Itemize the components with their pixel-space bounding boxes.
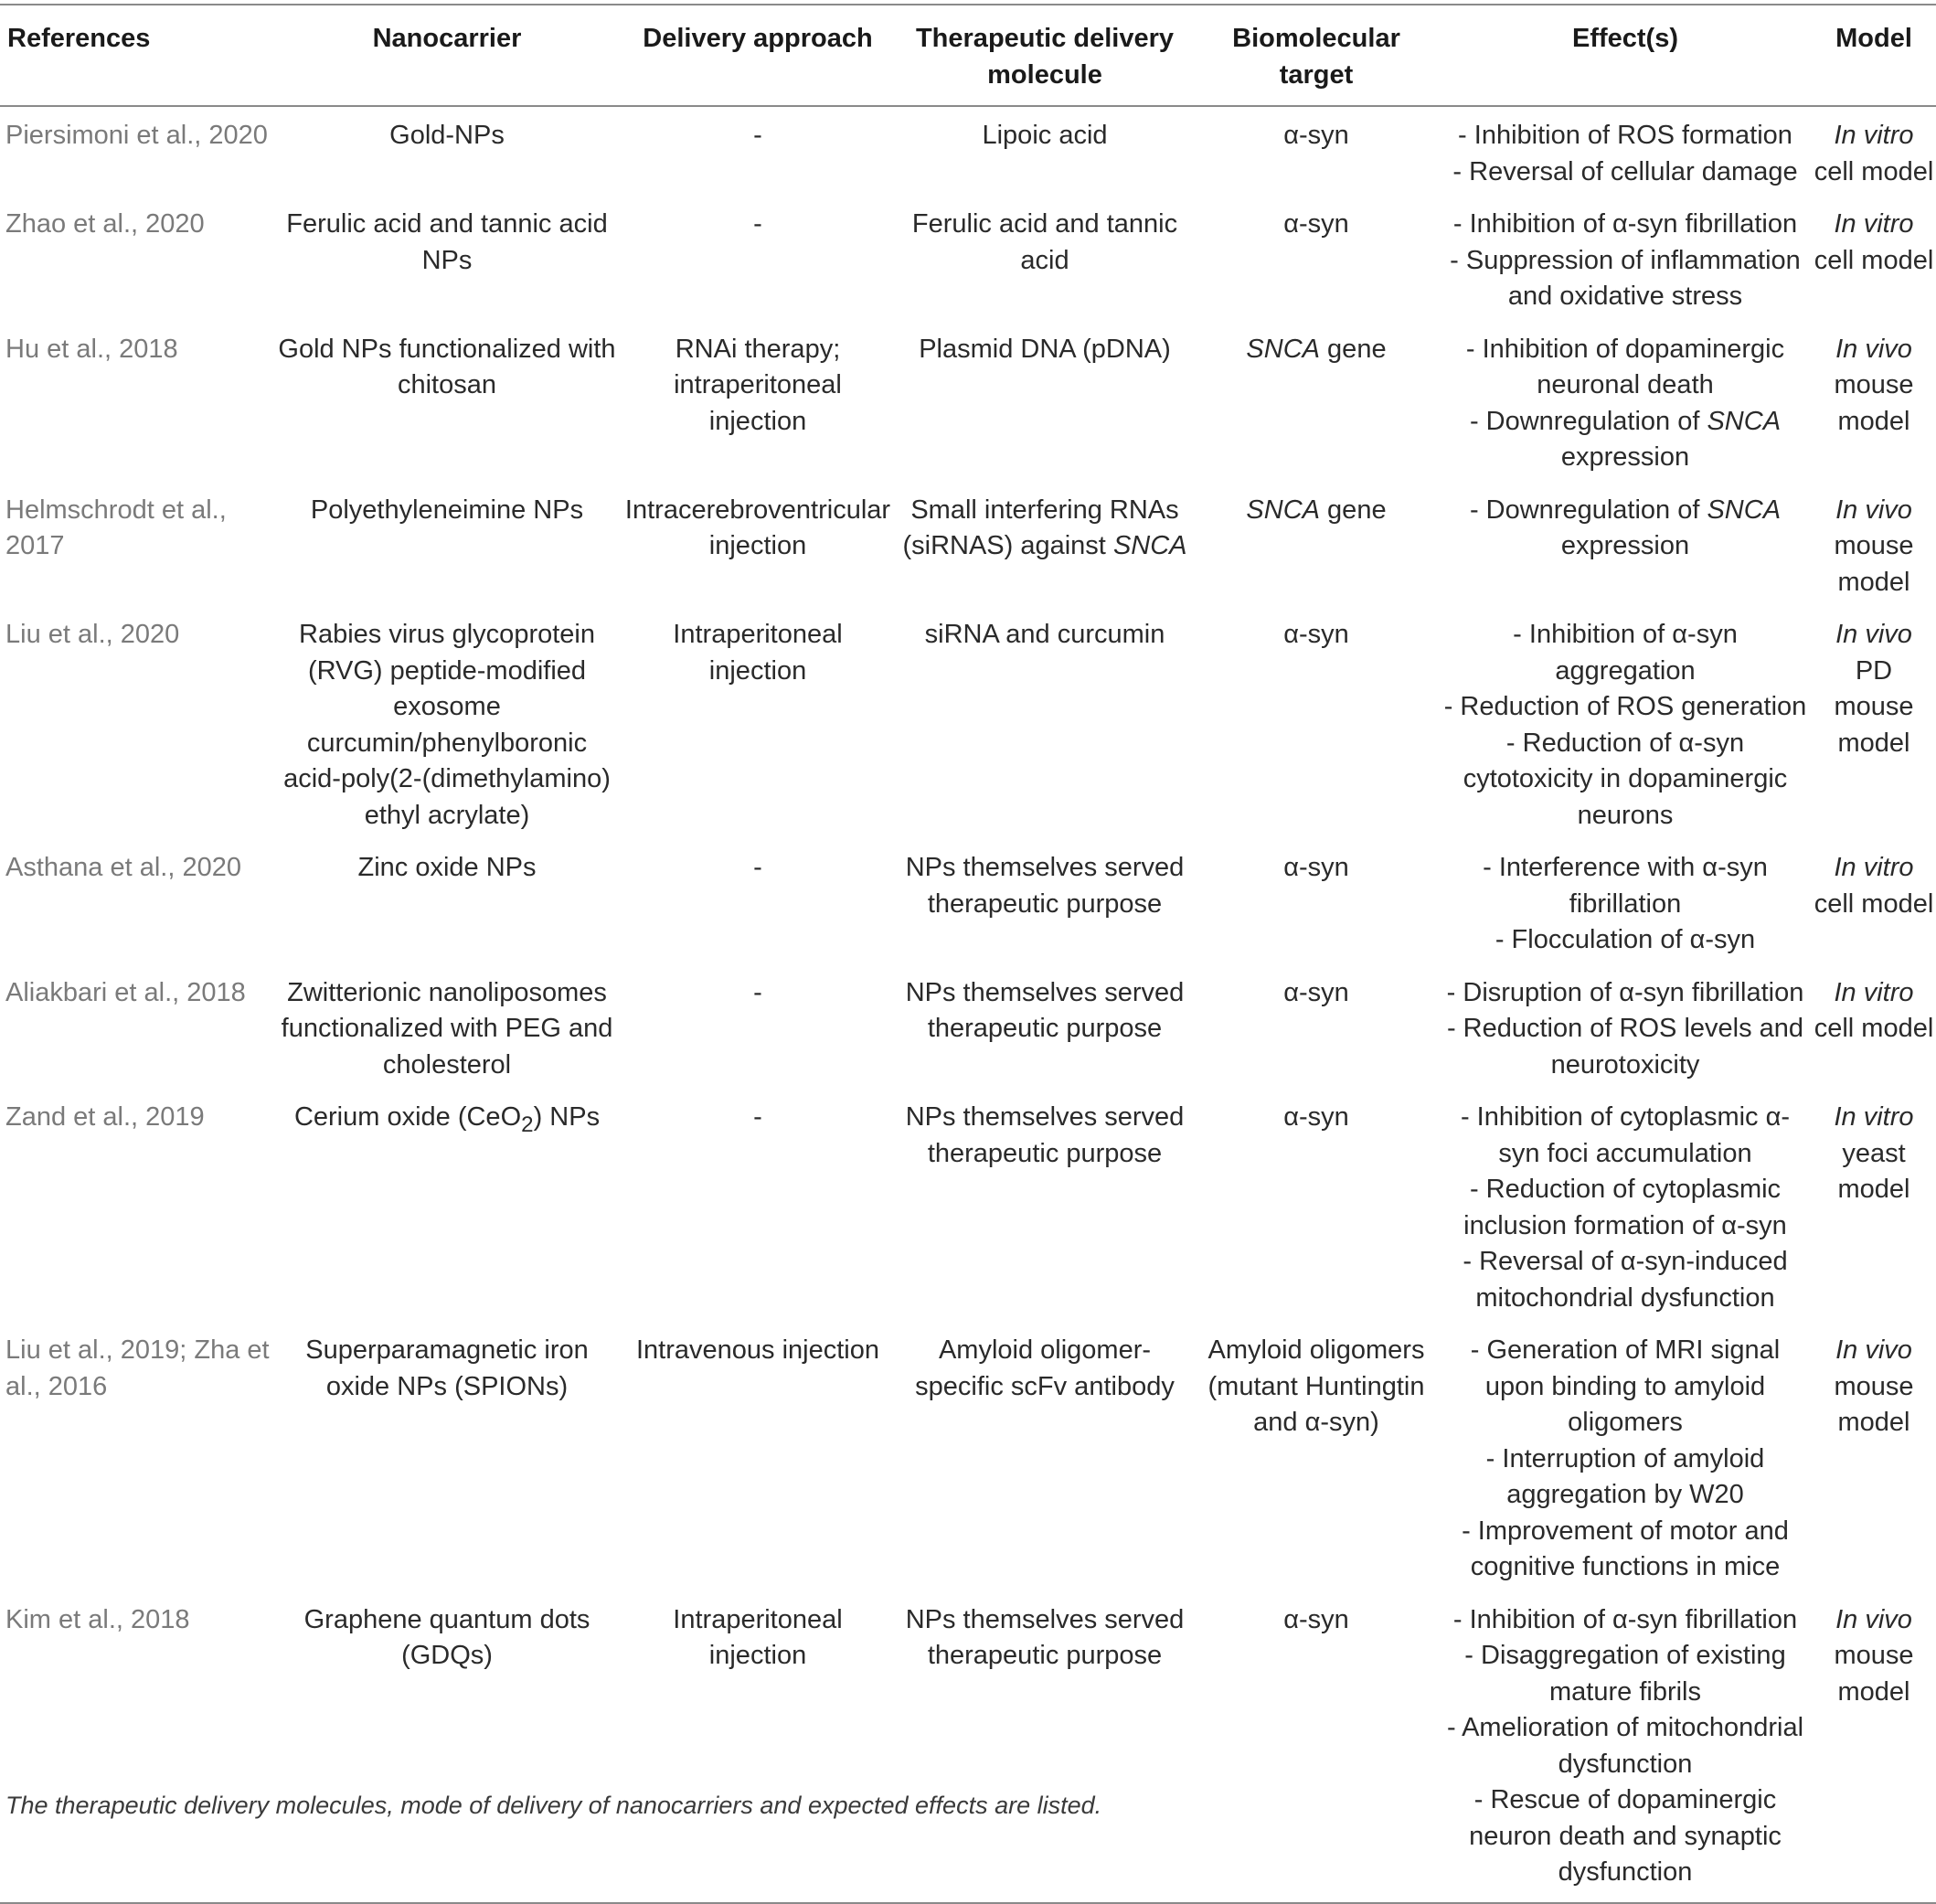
model-italic: In vitro [1834,853,1914,882]
effect-item: - Generation of MRI signal upon binding to amyloid oligomers [1470,1335,1781,1437]
model-cell [1812,1322,1936,1591]
model-italic: In vivo [1835,495,1912,525]
effect-item: - Suppression of inflammation and oxidative stress [1450,245,1801,311]
table-row [0,839,1936,964]
model-rest: PD mouse model [1834,655,1914,758]
header-biomolecular-target: Biomolecular target [1232,24,1400,90]
model-rest: cell model [1814,245,1934,275]
effect-item: - Reduction of ROS generation [1443,692,1807,721]
model-cell [1812,1591,1936,1903]
model-italic: In vivo [1835,1604,1912,1634]
table-row [0,482,1936,607]
target-cell [1194,321,1439,482]
model-italic: In vivo [1835,1335,1912,1365]
table-row [0,196,1936,321]
header-delivery-approach: Delivery approach [643,24,873,53]
effect-item: - Reversal of cellular damage [1452,156,1798,186]
model-rest: mouse model [1834,1371,1914,1437]
effect-item: - Inhibition of α-syn fibrillation [1452,209,1798,239]
reference-cell: Asthana et al., 2020 [5,853,241,882]
effect-item: - Inhibition of dopaminergic neuronal death [1465,334,1785,399]
model-italic: In vivo [1835,620,1912,649]
target-cell: α-syn [1283,209,1349,239]
effect-item: - Improvement of motor and cognitive functions in mice [1462,1516,1789,1581]
nanocarrier-cell: Superparamagnetic iron oxide NPs (SPIONs) [305,1335,589,1401]
target-rest: gene [1320,334,1387,364]
model-cell [1812,196,1936,321]
effect-item: - Flocculation of α-syn [1495,925,1756,954]
effects-cell [1439,482,1812,607]
model-rest: cell model [1814,1014,1934,1043]
nanocarrier-table [0,4,1936,1904]
target-italic: SNCA [1246,334,1320,364]
target-cell: Amyloid oligomers (mutant Huntingtin and α-syn) [1207,1335,1425,1437]
model-cell [1812,839,1936,964]
effects-cell [1439,106,1812,196]
delivery-cell: RNAi therapy; intraperitoneal injection [674,334,842,436]
model-italic: In vivo [1835,334,1912,364]
delivery-cell: - [753,977,762,1007]
reference-cell: Kim et al., 2018 [5,1604,190,1634]
molecule-cell: Lipoic acid [982,121,1108,150]
table-row [0,106,1936,196]
table-row [0,1089,1936,1322]
table-header-row [0,5,1936,106]
model-italic: In vitro [1834,1102,1914,1132]
nanocarrier-cell: Gold-NPs [389,121,505,150]
delivery-cell: Intracerebroventricular injection [624,495,891,560]
model-rest: cell model [1814,156,1934,186]
table-row [0,321,1936,482]
model-cell [1812,106,1936,196]
header-effects: Effect(s) [1571,24,1678,53]
effect-item: - Downregulation of SNCA expression [1469,406,1782,472]
model-rest: mouse model [1834,370,1914,436]
effect-item: - Reduction of cytoplasmic inclusion formation of α-syn [1463,1175,1787,1240]
reference-cell: Liu et al., 2020 [5,620,180,649]
target-rest: gene [1320,495,1387,525]
model-italic: In vitro [1834,209,1914,239]
table-row [0,1591,1936,1903]
model-rest: yeast model [1837,1138,1910,1204]
effect-item: - Reduction of ROS levels and neurotoxicity [1446,1014,1804,1080]
delivery-cell: - [753,853,762,882]
effects-cell [1439,1322,1812,1591]
effects-cell [1439,839,1812,964]
effect-item: - Amelioration of mitochondrial dysfunction [1446,1713,1804,1779]
model-italic: In vitro [1834,977,1914,1007]
target-cell: α-syn [1283,977,1349,1007]
molecule-cell: NPs themselves served therapeutic purpose [905,977,1185,1043]
molecule-cell: siRNA and curcumin [924,620,1165,649]
reference-cell: Piersimoni et al., 2020 [5,121,268,150]
effect-item: - Inhibition of α-syn fibrillation [1452,1604,1798,1634]
model-cell [1812,606,1936,839]
delivery-cell: - [753,1102,762,1132]
effect-item: - Inhibition of α-syn aggregation [1513,620,1738,686]
effect-item: - Downregulation of SNCA expression [1469,495,1782,560]
delivery-cell: Intravenous injection [636,1335,879,1365]
model-rest: cell model [1814,888,1934,919]
effects-cell [1439,196,1812,321]
target-cell: α-syn [1283,1102,1349,1132]
nanocarrier-cell: Cerium oxide (CeO$_2$) NPs [293,1102,601,1137]
target-cell: α-syn [1283,121,1349,150]
effect-item: - Interruption of amyloid aggregation by W20 [1485,1443,1765,1509]
molecule-cell: Amyloid oligomer-specific scFv antibody [915,1335,1175,1401]
effects-cell [1439,1089,1812,1322]
nanocarrier-cell: Graphene quantum dots (GDQs) [303,1604,590,1670]
effect-item: - Disruption of α-syn fibrillation [1446,977,1804,1007]
delivery-cell: Intraperitoneal injection [673,1604,843,1670]
reference-cell: Liu et al., 2019; Zha et al., 2016 [5,1335,270,1401]
effect-item: - Interference with α-syn fibrillation [1483,853,1768,919]
nanocarrier-cell: Zinc oxide NPs [357,853,537,882]
target-cell [1194,482,1439,607]
header-therapeutic-molecule: Therapeutic delivery molecule [915,24,1175,90]
reference-cell: Zhao et al., 2020 [5,209,205,239]
header-references: References [7,24,151,53]
target-italic: SNCA [1246,495,1320,525]
effect-item: - Reversal of α-syn-induced mitochondrial dysfunction [1463,1247,1788,1313]
reference-cell: Zand et al., 2019 [5,1102,205,1132]
effect-item: - Inhibition of cytoplasmic α-syn foci accumulation [1460,1102,1791,1168]
effect-item: - Reduction of α-syn cytotoxicity in dopaminergic neurons [1463,728,1788,830]
nanocarrier-cell: Zwitterionic nanoliposomes functionalized with PEG and cholesterol [281,977,613,1080]
effect-item: - Rescue of dopaminergic neuron death and synaptic dysfunction [1469,1785,1782,1887]
effect-item: - Disaggregation of existing mature fibrils [1464,1641,1786,1707]
delivery-cell: - [753,121,762,150]
table-row [0,964,1936,1090]
target-cell: α-syn [1283,1604,1349,1634]
model-cell [1812,321,1936,482]
molecule-cell: NPs themselves served therapeutic purpose [905,853,1185,919]
molecule-cell: Ferulic acid and tannic acid [911,209,1178,275]
nanocarrier-cell: Rabies virus glycoprotein (RVG) peptide-modified exosome curcumin/phenylboronic acid-poly(2-(dimethylamino) ethyl acrylate) [283,620,611,830]
molecule-cell: NPs themselves served therapeutic purpose [905,1604,1185,1670]
molecule-cell: NPs themselves served therapeutic purpose [905,1102,1185,1168]
model-italic: In vitro [1834,121,1914,150]
effects-cell [1439,1591,1812,1903]
effects-cell [1439,606,1812,839]
reference-cell: Aliakbari et al., 2018 [5,977,246,1007]
model-cell [1812,964,1936,1090]
effects-cell [1439,964,1812,1090]
target-cell: α-syn [1283,853,1349,882]
nanocarrier-cell: Polyethyleneimine NPs [310,495,584,525]
nanocarrier-cell: Ferulic acid and tannic acid NPs [286,209,608,275]
header-model: Model [1835,24,1912,53]
molecule-cell: Small interfering RNAs (siRNAS) against SNCA [902,495,1187,560]
header-nanocarrier: Nanocarrier [372,24,522,53]
effect-item: - Inhibition of ROS formation [1458,121,1792,150]
delivery-cell: Intraperitoneal injection [673,620,843,686]
effects-cell [1439,321,1812,482]
reference-cell: Helmschrodt et al., 2017 [5,495,227,560]
table-caption: The therapeutic delivery molecules, mode of delivery of nanocarriers and expected effects are listed. [5,1792,1102,1819]
table-row [0,606,1936,839]
model-cell [1812,1089,1936,1322]
delivery-cell: - [753,209,762,239]
target-cell: α-syn [1283,620,1349,649]
nanocarrier-cell: Gold NPs functionalized with chitosan [278,334,616,399]
reference-cell: Hu et al., 2018 [5,334,178,364]
model-cell [1812,482,1936,607]
model-rest: mouse model [1834,1641,1914,1707]
molecule-cell: Plasmid DNA (pDNA) [919,334,1171,364]
table-row [0,1322,1936,1591]
model-rest: mouse model [1834,531,1914,597]
